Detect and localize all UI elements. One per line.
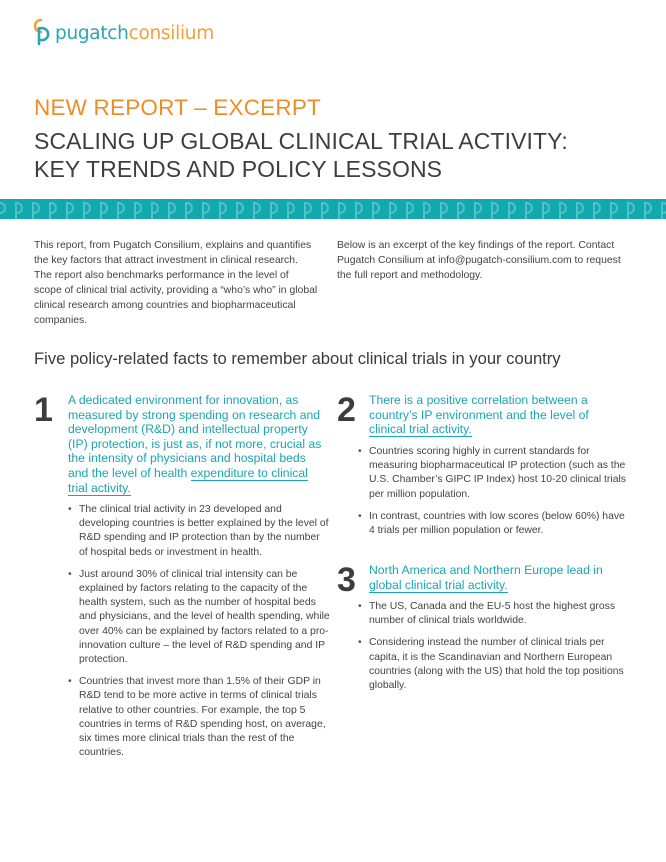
fact-number: 3 (337, 561, 356, 599)
bullet-item: • Countries that invest more than 1.5% of their GDP in R&D tend to be more active in terms of clinical trials relative to other countries. For example, the top 5 countries in terms of R&D spending host, on average, six times more clinical trials than the rest of the countries. (68, 675, 330, 760)
pattern-p-icon (16, 202, 22, 219)
fact-heading (68, 393, 326, 495)
fact-2 (337, 393, 633, 543)
logo-word-consilium: consilium (128, 22, 214, 44)
pattern-p-icon (186, 202, 192, 219)
pattern-p-icon (611, 202, 617, 219)
pattern-p-icon (101, 202, 107, 219)
pattern-p-icon (645, 202, 651, 219)
facts-subheading: Five policy-related facts to remember about clinical trials in your country (34, 349, 561, 368)
pattern-p-icon (84, 202, 90, 219)
pattern-p-icon (424, 202, 430, 219)
pattern-p-icon (407, 202, 413, 219)
pattern-p-icon (509, 202, 515, 219)
pattern-p-icon (0, 202, 5, 219)
pattern-p-icon (169, 202, 175, 219)
bullet-item: • The clinical trial activity in 23 developed and developing countries is better explained by the level of R&D spending and IP protection than by the number of hospital beds or investment in health. (68, 503, 330, 560)
pattern-p-icon (67, 202, 73, 219)
fact-bullets (68, 503, 330, 768)
intro-right-paragraph: Below is an excerpt of the key findings of the report. Contact Pugatch Consilium at info@pugatch-consilium.com to request the full report and methodology. (337, 240, 621, 281)
fact-number: 2 (337, 391, 356, 429)
report-title-line-1: SCALING UP GLOBAL CLINICAL TRIAL ACTIVITY: (34, 128, 568, 154)
fact-bullets (358, 600, 628, 701)
fact-number: 1 (34, 391, 53, 429)
pattern-p-icon (50, 202, 56, 219)
pattern-p-icon (220, 202, 226, 219)
logo-mark-icon (30, 16, 54, 46)
pattern-p-icon (458, 202, 464, 219)
bullet-item: • Just around 30% of clinical trial intensity can be explained by factors relating to the capacity of the health system, such as the number of hospital beds and physicians, and the level of health spending, while over 40% can be explained by factors related to a pro-innovation culture – the level of R&D spending and IP protection. (68, 568, 330, 667)
pattern-p-icon (577, 202, 583, 219)
logo-text (55, 22, 214, 47)
pattern-p-icon (543, 202, 549, 219)
bullet-item: • In contrast, countries with low scores (below 60%) have 4 trials per million population or fewer. (358, 510, 628, 538)
fact-heading-text: A dedicated environment for innovation, as measured by strong spending on research and development (R&D) and intellectual property (IP) protection, is just as, if not more, crucial as the intensity of physicians and hospital beds and the level of health (68, 393, 322, 480)
pattern-p-icon (118, 202, 124, 219)
pattern-p-icon (322, 202, 328, 219)
pattern-p-icon (288, 202, 294, 219)
pattern-p-icon (662, 202, 666, 219)
fact-heading-text: There is a positive correlation between a country’s IP environment and the level of (369, 393, 589, 422)
bullet-item: • The US, Canada and the EU-5 host the highest gross number of clinical trials worldwide. (358, 600, 628, 628)
pugatch-consilium-logo (30, 10, 214, 46)
pattern-p-icon (594, 202, 600, 219)
pattern-p-icon (203, 202, 209, 219)
fact-heading-underlined: global clinical trial activity. (369, 577, 508, 592)
fact-heading-underlined: expenditure to clinical trial activity. (68, 465, 308, 495)
pattern-p-icon (339, 202, 345, 219)
pattern-p-icon (492, 202, 498, 219)
decorative-pattern-band (0, 199, 666, 219)
fact-heading-text: North America and Northern Europe lead in (369, 563, 603, 577)
pattern-p-icon (475, 202, 481, 219)
fact-heading (369, 393, 627, 437)
pattern-p-icon (441, 202, 447, 219)
fact-3 (337, 563, 633, 703)
fact-heading (369, 563, 627, 592)
pattern-p-icon (305, 202, 311, 219)
pattern-p-icon (356, 202, 362, 219)
report-kicker: NEW REPORT – EXCERPT (34, 95, 321, 120)
intro-left-paragraph: This report, from Pugatch Consilium, explains and quantifies the key factors that attract investment in clinical research. The report also benchmarks performance in the level of scope of clinical trial activity, providing a “who’s who” in global clinical research among countries and biopharmaceutical companies. (34, 240, 318, 326)
pattern-p-icon (526, 202, 532, 219)
bullet-item: • Countries scoring highly in current standards for measuring biopharmaceutical IP protection (such as the U.S. Chamber’s GIPC IP Index) host 10-20 clinical trials per million population. (358, 445, 628, 502)
pattern-p-icon (135, 202, 141, 219)
pattern-p-icon (237, 202, 243, 219)
pattern-p-icon (33, 202, 39, 219)
logo-word-pugatch: pugatch (55, 22, 129, 44)
bullet-item: • Considering instead the number of clinical trials per capita, it is the Scandinavian and Northern European countries (along with the US) that hold the top positions globally. (358, 636, 628, 693)
fact-heading-underlined: clinical trial activity. (369, 422, 472, 437)
report-title (34, 127, 634, 183)
pattern-p-icon (271, 202, 277, 219)
pattern-p-icon (390, 202, 396, 219)
fact-1 (34, 393, 330, 763)
pattern-p-icon (152, 202, 158, 219)
pattern-p-icon (254, 202, 260, 219)
report-title-line-2: KEY TRENDS AND POLICY LESSONS (34, 156, 443, 182)
pattern-p-icon (628, 202, 634, 219)
fact-bullets (358, 445, 628, 546)
pattern-p-icon (373, 202, 379, 219)
pattern-p-icon (560, 202, 566, 219)
